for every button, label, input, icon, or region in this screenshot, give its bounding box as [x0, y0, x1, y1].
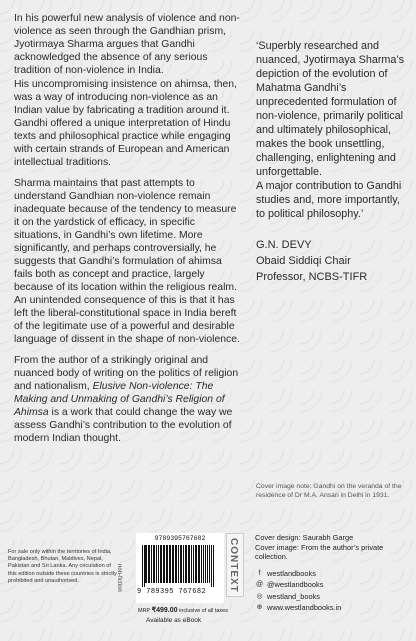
- mrp-label: MRP: [138, 608, 151, 614]
- blurb-paragraph-1: In his powerful new analysis of violence and non-violence as seen through the Gandhian prism, Jyotirmaya Sharma argues that Gandhi acknowledged the absence of any serious tradition of non-violence in India.: [14, 13, 240, 76]
- barcode-bar: [183, 545, 184, 583]
- barcode-bar: [178, 545, 179, 583]
- endorsement-attribution: [256, 237, 408, 285]
- endorsement: [256, 39, 408, 285]
- genre-label: non-fiction: [116, 564, 122, 592]
- barcode-bar: [203, 545, 204, 583]
- barcode-bar: [191, 545, 192, 583]
- quote-paragraph-1: ‘Superbly researched and nuanced, Jyotirmaya Sharma’s depiction of the evolution of Mahatma Gandhi’s unprecedented formulation of non-violence, primarily political and ultimately philosophical, makes the book unsettling, challenging, enlightening and unforgettable.: [256, 40, 405, 178]
- isbn-number: 9789395767682: [154, 535, 206, 542]
- blurb-p4-rest: is a work that could change the way we assess Gandhi’s contribution to the evolution of modern Indian thought.: [14, 407, 233, 444]
- cover-image-credit: Cover image: From the author’s private collection.: [255, 542, 384, 561]
- blurb-paragraph-4: [14, 354, 240, 445]
- price-tax-note: inclusive of all taxes: [179, 608, 228, 614]
- barcode-bar: [211, 545, 212, 587]
- barcode-icon: [142, 545, 218, 587]
- cover-design-credit: Cover design: Saurabh Garge: [255, 533, 354, 542]
- barcode-bar: [188, 545, 190, 583]
- barcode-bar: [153, 545, 155, 583]
- barcode-bar: [156, 545, 157, 583]
- barcode-bar: [195, 545, 197, 583]
- facebook-icon: f: [258, 569, 261, 577]
- blurb-paragraph-2: His uncompromising insistence on ahimsa, then, was a way of introducing non-violence as an Indian value by fabricating a tradition around it. Gandhi offered a unique interpretation of Hindu texts and philosophical practice while engaging with certain strands of European and American intellectual traditions.: [14, 79, 237, 168]
- social-website[interactable]: [255, 602, 413, 614]
- isbn-group-1: 9: [137, 588, 142, 596]
- publisher-logo: [226, 533, 244, 597]
- barcode-bar: [213, 545, 214, 587]
- social-twitter-handle: @westlandbooks: [267, 580, 324, 589]
- twitter-icon: @: [255, 581, 264, 588]
- barcode-bar: [180, 545, 182, 583]
- barcode-bar: [169, 545, 171, 583]
- isbn-group-3: 767682: [178, 588, 207, 596]
- barcode-bar: [207, 545, 208, 583]
- barcode-bar: [163, 545, 165, 583]
- instagram-icon: ◎: [256, 592, 263, 600]
- price-line: [138, 606, 258, 614]
- barcode-bar: [209, 545, 210, 583]
- barcode-bar: [166, 545, 168, 583]
- endorsement-quote: [256, 39, 408, 221]
- social-twitter[interactable]: [255, 579, 413, 591]
- social-instagram-handle: westland_books: [267, 591, 321, 601]
- endorser-role-1: Obaid Siddiqi Chair: [256, 255, 351, 267]
- blurb-paragraph-3: Sharma maintains that past attempts to understand Gandhian non-violence remain inadequate because of the tendency to measure it on the yardstick of efficacy, in specific situations, in Gandhi’s own lifetime. More significantly, and perhaps controversially, he suggests that Gandhi’s formulation of ahimsa fails both as concept and practice, largely because of its location within the religious realm. An unintended consequence of this is that it has left the liberal-constitutional space in India bereft of the legitimate use of a powerful and desirable language of dissent in the shape of non-violence.: [14, 178, 240, 345]
- social-facebook-handle: westlandbooks: [267, 568, 316, 578]
- territory-rights-notice: For sale only within the territories of India, Bangladesh, Bhutan, Maldives, Nepal, Pakistan and Sri Lanka. Any circulation of this edition outside these countries is strictly prohibited and unauthorised.: [8, 549, 117, 584]
- barcode-bar: [158, 545, 159, 583]
- barcode-bar: [145, 545, 147, 583]
- price-amount: ₹499.00: [151, 607, 178, 614]
- quote-paragraph-2: A major contribution to Gandhi studies and, more importantly, to political philosophy.’: [256, 180, 402, 220]
- social-links: [255, 568, 413, 614]
- barcode-bar: [201, 545, 202, 583]
- barcode-bar: [148, 545, 150, 583]
- isbn-digits: [137, 588, 225, 596]
- back-cover-footer: [0, 524, 416, 641]
- publisher-logo-text: CONTEXT: [228, 538, 239, 593]
- endorser-role-2: Professor, NCBS-TIFR: [256, 271, 368, 283]
- blurb-p4-intro: From the author of a strikingly original and nuanced body of writing on the politics of religion and nationalism,: [14, 355, 239, 392]
- barcode-bar: [151, 545, 152, 583]
- social-instagram[interactable]: [255, 591, 413, 603]
- barcode-bar: [205, 545, 206, 583]
- barcode-bar: [185, 545, 187, 583]
- book-title-italic: Elusive Non-violence: The Making and Unmaking of Gandhi’s Religion of Ahimsa: [14, 381, 225, 418]
- barcode-bar: [198, 545, 200, 583]
- barcode-bar: [175, 545, 177, 583]
- globe-icon: ⊕: [256, 604, 263, 611]
- barcode-bar: [172, 545, 174, 583]
- endorser-name: G.N. DEVY: [256, 239, 312, 251]
- barcode-bar: [142, 545, 143, 587]
- barcode-bar: [160, 545, 162, 583]
- isbn-barcode: [136, 533, 224, 603]
- social-facebook[interactable]: [255, 568, 413, 580]
- cover-image-note: Cover image note: Gandhi on the veranda of the residence of Dr M.A. Ansari in Delhi in 1931.: [256, 483, 402, 499]
- barcode-bar: [144, 545, 145, 587]
- blurb: [14, 12, 240, 453]
- social-website-url: www.westlandbooks.in: [267, 603, 342, 612]
- cover-credits: [255, 533, 413, 614]
- barcode-bar: [193, 545, 194, 583]
- isbn-group-2: 789395: [146, 588, 174, 596]
- ebook-availability: Available as eBook: [146, 617, 202, 624]
